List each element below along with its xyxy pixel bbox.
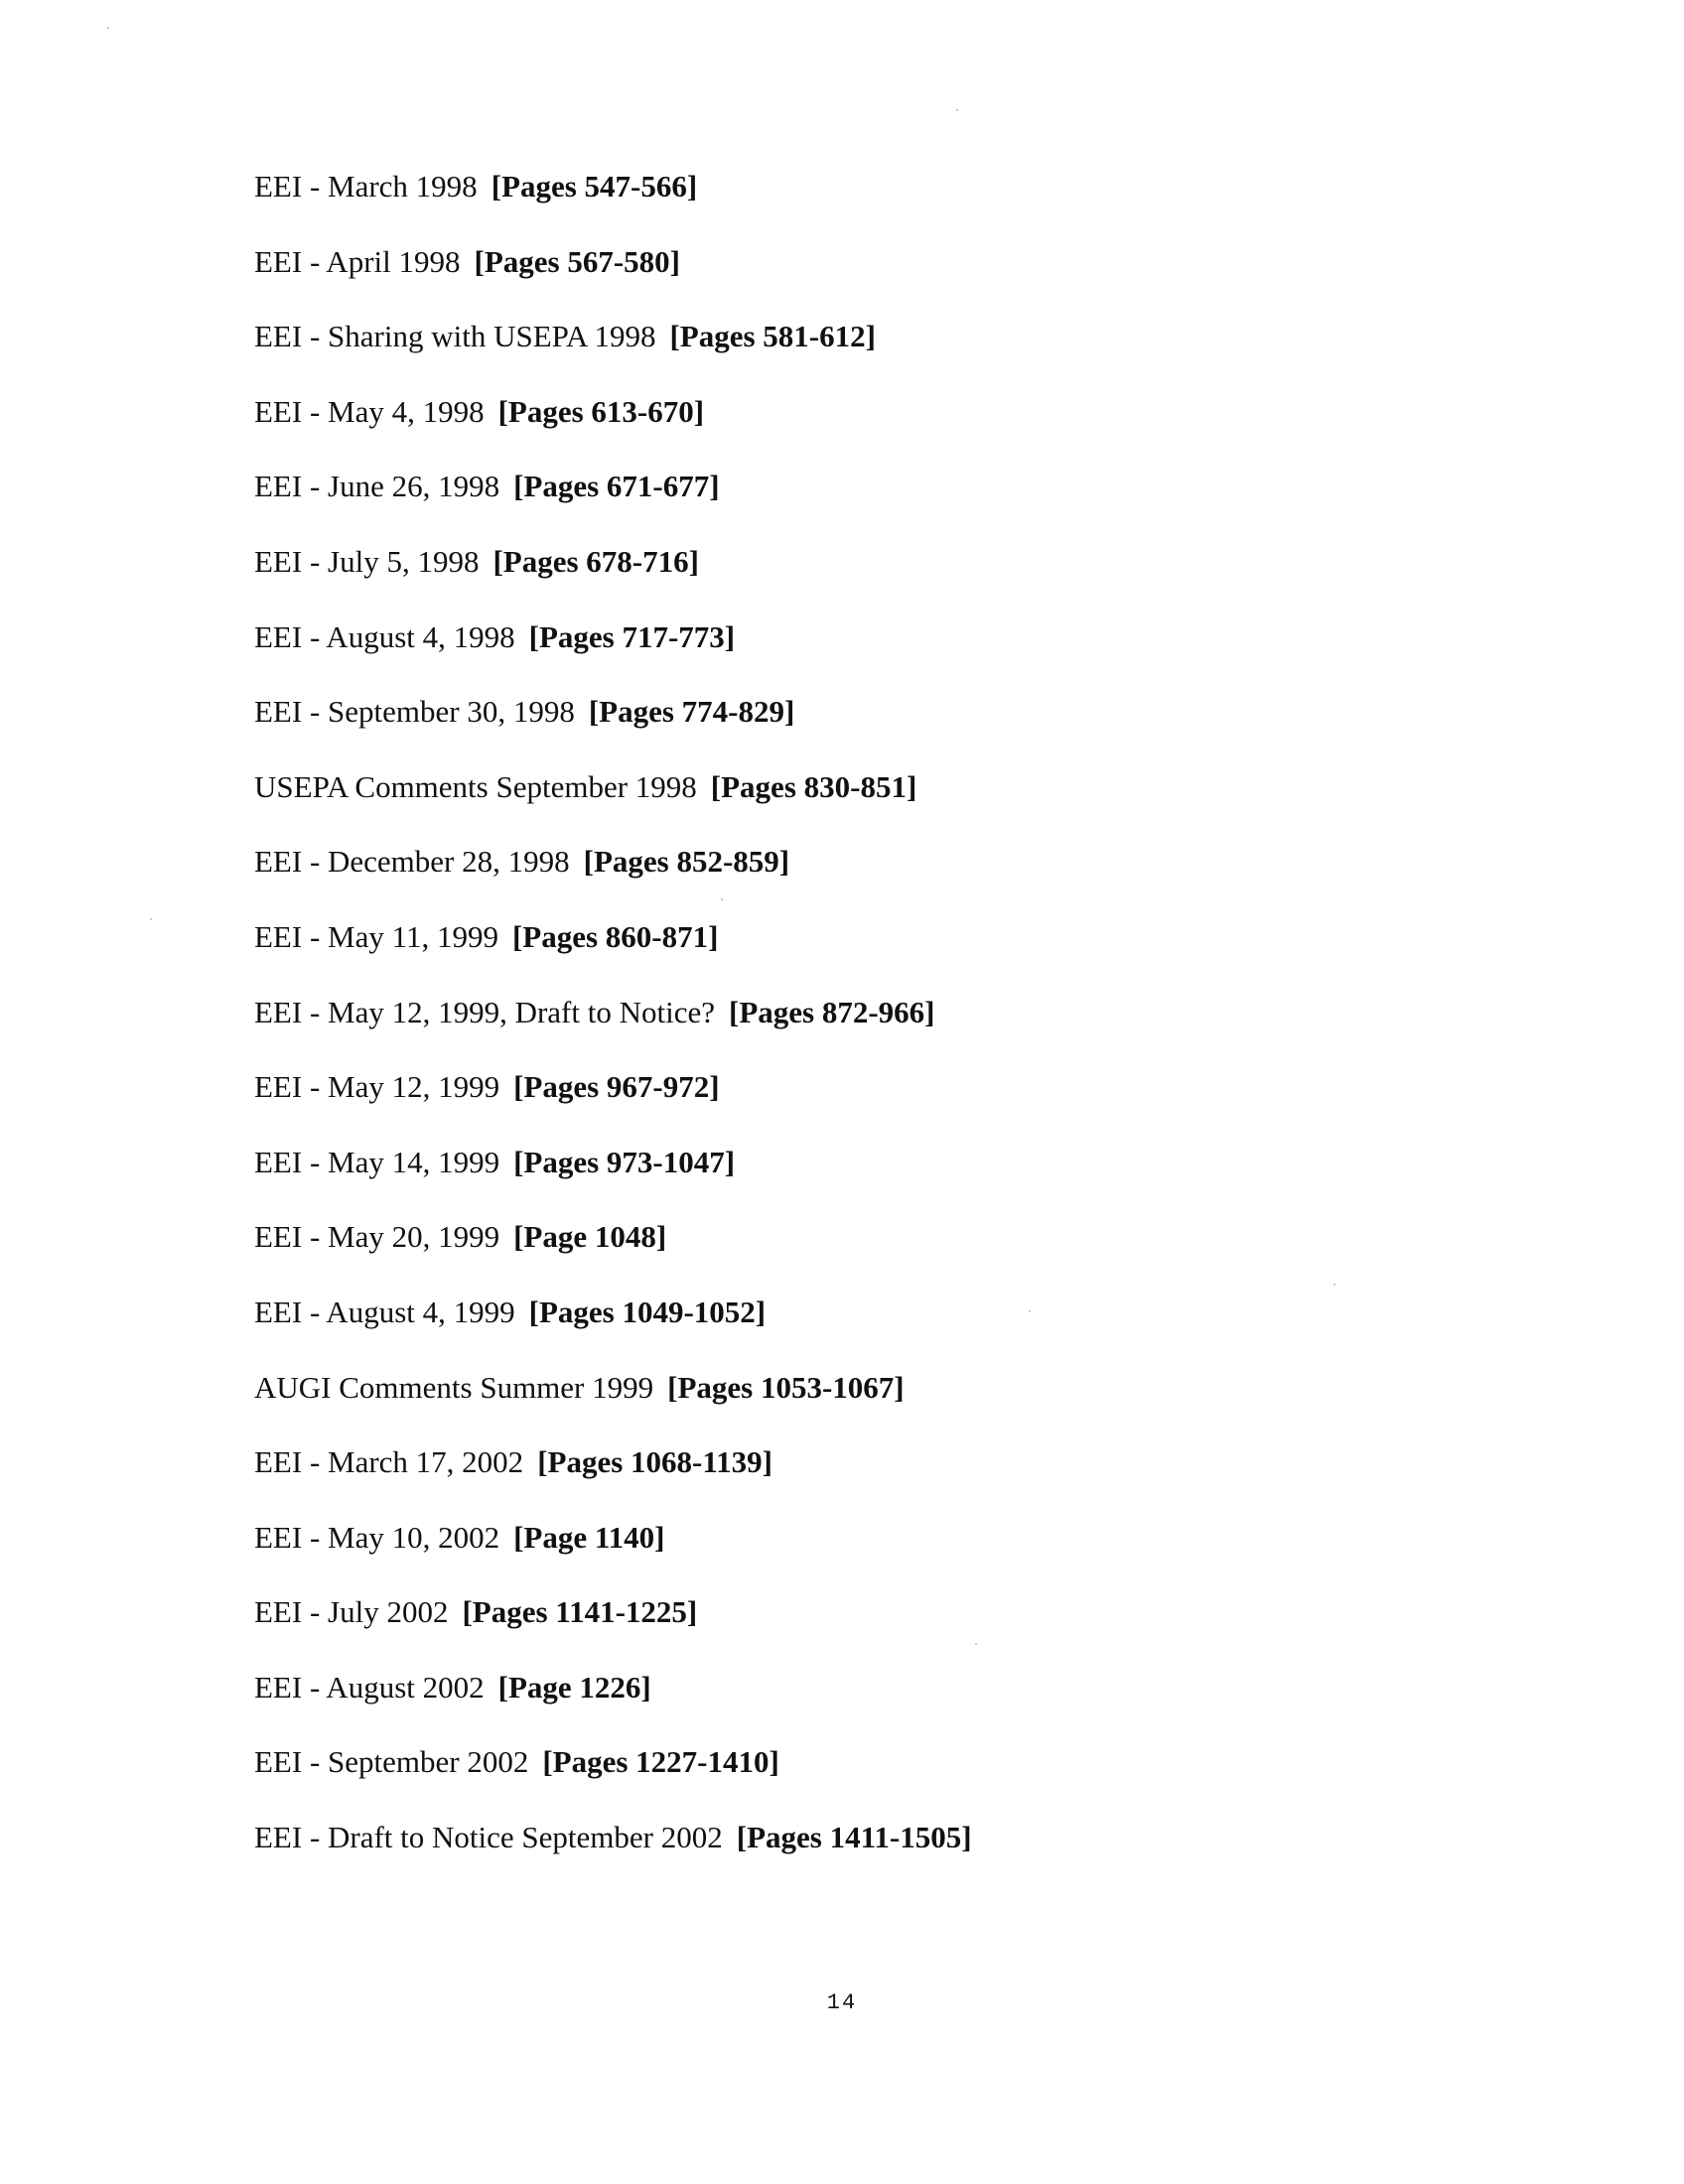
- entry-label: EEI - May 12, 1999: [254, 1069, 500, 1105]
- entry-label: EEI - Sharing with USEPA 1998: [254, 319, 656, 354]
- list-item: [254, 1665, 972, 1740]
- entry-page-range: [Pages 852-859]: [583, 844, 790, 880]
- entry-page-range: [Pages 860-871]: [511, 918, 719, 954]
- document-entry-list: [254, 164, 972, 1890]
- entry-page-range: [Pages 678-716]: [492, 543, 699, 579]
- list-item: [254, 1140, 972, 1215]
- entry-page-range: [Pages 717-773]: [528, 618, 736, 654]
- entry-page-range: [Pages 613-670]: [497, 393, 705, 429]
- entry-page-range: [Pages 671-677]: [513, 469, 720, 504]
- entry-label: EEI - July 5, 1998: [254, 543, 480, 579]
- entry-label: EEI - June 26, 1998: [254, 469, 500, 504]
- entry-page-range: [Page 1140]: [513, 1519, 665, 1555]
- list-item: [254, 689, 972, 764]
- list-item: [254, 1064, 972, 1140]
- entry-page-range: [Pages 1227-1410]: [542, 1744, 779, 1780]
- entry-label: EEI - May 10, 2002: [254, 1519, 500, 1555]
- entry-label: EEI - August 4, 1998: [254, 618, 515, 654]
- scan-speck: [1333, 1284, 1335, 1286]
- list-item: [254, 614, 972, 690]
- scan-speck: [956, 109, 958, 111]
- entry-page-range: [Pages 872-966]: [729, 994, 935, 1029]
- list-item: [254, 839, 972, 914]
- list-item: [254, 1290, 972, 1365]
- scan-speck: [1029, 1310, 1031, 1312]
- scan-speck: [107, 27, 109, 29]
- list-item: [254, 1589, 972, 1665]
- entry-page-range: [Page 1226]: [497, 1669, 651, 1705]
- entry-label: EEI - September 2002: [254, 1744, 529, 1780]
- entry-label: EEI - March 17, 2002: [254, 1444, 524, 1480]
- entry-label: EEI - May 14, 1999: [254, 1144, 500, 1179]
- entry-page-range: [Pages 967-972]: [513, 1069, 720, 1105]
- entry-label: EEI - August 2002: [254, 1669, 485, 1705]
- entry-label: EEI - May 4, 1998: [254, 393, 485, 429]
- entry-label: EEI - September 30, 1998: [254, 694, 575, 730]
- entry-page-range: [Pages 774-829]: [588, 694, 795, 730]
- entry-page-range: [Pages 973-1047]: [513, 1144, 736, 1179]
- entry-page-range: [Pages 1068-1139]: [537, 1444, 772, 1480]
- list-item: [254, 1365, 972, 1440]
- entry-page-range: [Pages 1049-1052]: [528, 1294, 767, 1329]
- scan-speck: [975, 1643, 977, 1645]
- list-item: [254, 1815, 972, 1890]
- list-item: [254, 764, 972, 840]
- entry-label: EEI - April 1998: [254, 243, 461, 279]
- entry-label: EEI - May 20, 1999: [254, 1219, 500, 1255]
- entry-label: AUGI Comments Summer 1999: [254, 1369, 654, 1405]
- list-item: [254, 389, 972, 465]
- entry-page-range: [Pages 1053-1067]: [667, 1369, 905, 1405]
- entry-page-range: [Pages 1411-1505]: [736, 1820, 972, 1855]
- entry-page-range: [Pages 547-566]: [491, 169, 698, 204]
- scan-speck: [721, 898, 723, 900]
- list-item: [254, 464, 972, 539]
- page-number: 14: [826, 1990, 858, 2015]
- entry-page-range: [Pages 567-580]: [474, 243, 680, 279]
- list-item: [254, 539, 972, 614]
- entry-label: EEI - July 2002: [254, 1594, 449, 1630]
- list-item: [254, 914, 972, 990]
- list-item: [254, 239, 972, 315]
- entry-label: EEI - Draft to Notice September 2002: [254, 1820, 723, 1855]
- entry-label: EEI - March 1998: [254, 169, 478, 204]
- list-item: [254, 990, 972, 1065]
- entry-page-range: [Pages 581-612]: [669, 319, 876, 354]
- entry-label: USEPA Comments September 1998: [254, 768, 697, 804]
- entry-label: EEI - August 4, 1999: [254, 1294, 515, 1329]
- entry-page-range: [Page 1048]: [513, 1219, 667, 1255]
- list-item: [254, 1439, 972, 1515]
- list-item: [254, 1214, 972, 1290]
- entry-label: EEI - May 12, 1999, Draft to Notice?: [254, 994, 716, 1029]
- entry-label: EEI - December 28, 1998: [254, 844, 570, 880]
- entry-label: EEI - May 11, 1999: [254, 918, 498, 954]
- entry-page-range: [Pages 830-851]: [710, 768, 917, 804]
- list-item: [254, 1515, 972, 1590]
- list-item: [254, 164, 972, 239]
- entry-page-range: [Pages 1141-1225]: [462, 1594, 698, 1630]
- scan-speck: [150, 918, 152, 920]
- list-item: [254, 1739, 972, 1815]
- list-item: [254, 314, 972, 389]
